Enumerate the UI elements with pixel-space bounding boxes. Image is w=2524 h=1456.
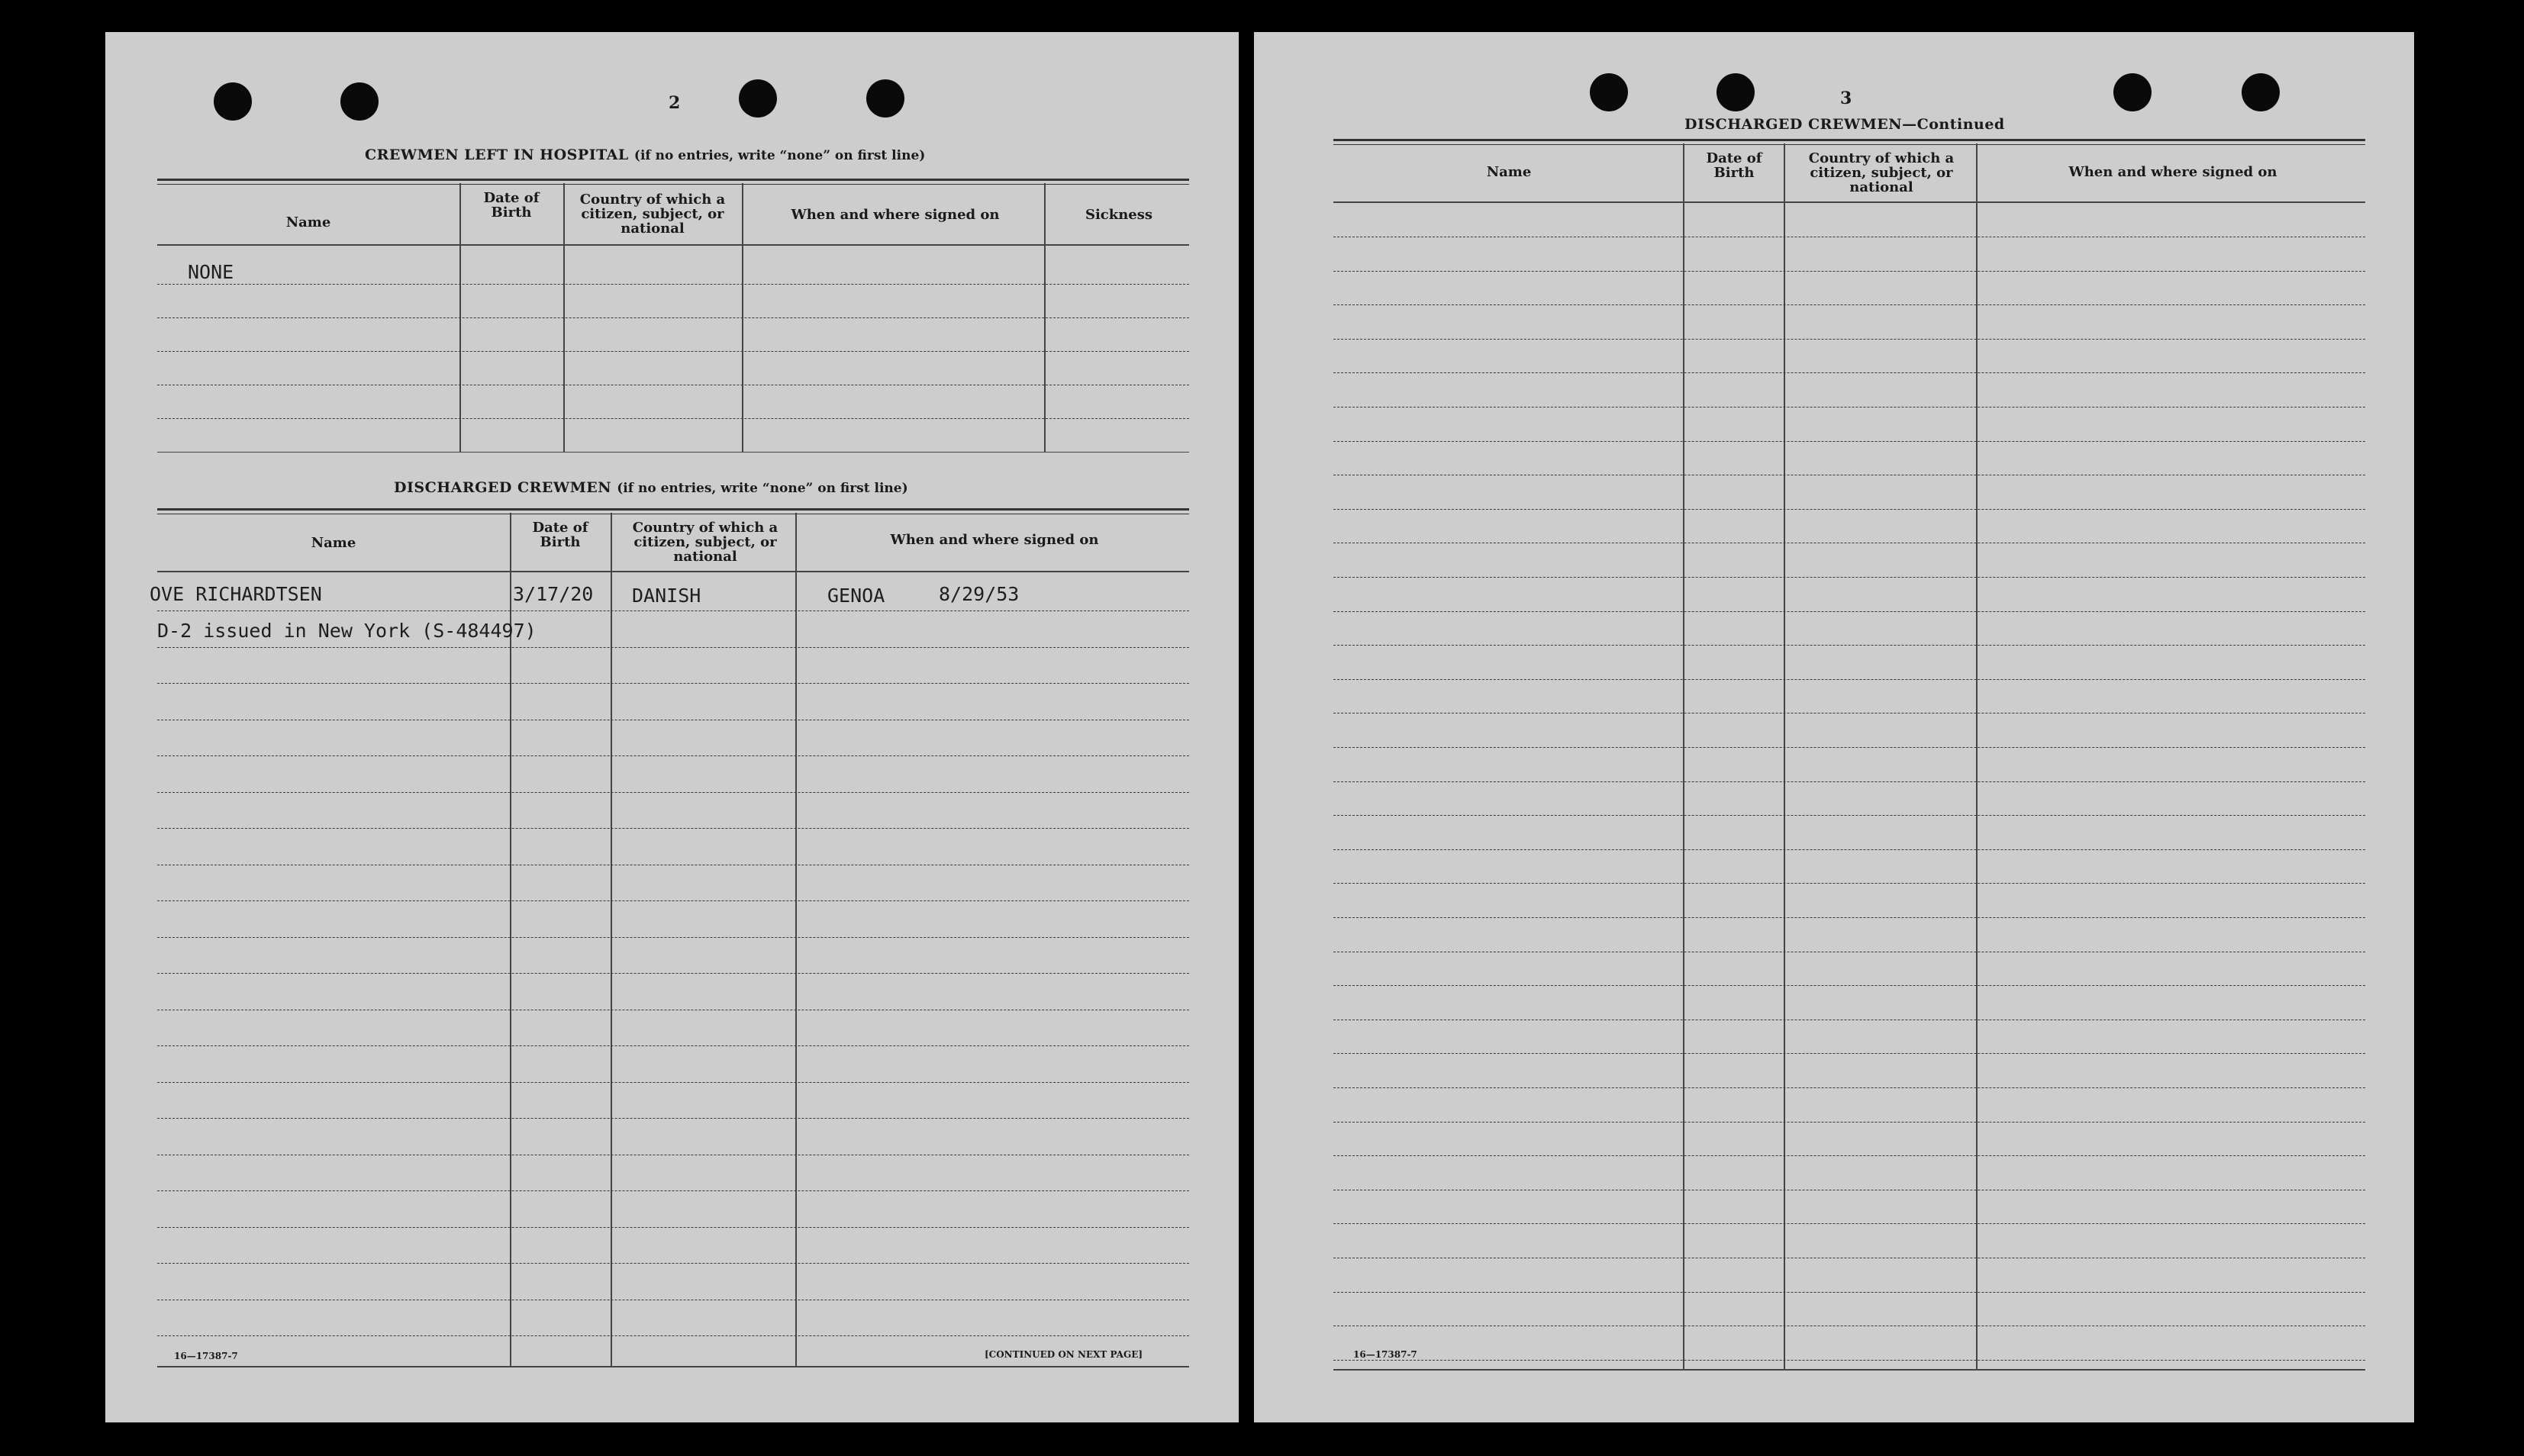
col-header-dob: Date of Birth xyxy=(532,520,588,550)
header-bottom-rule xyxy=(157,244,1189,246)
ruled-line xyxy=(1333,1292,2365,1293)
left-page xyxy=(105,32,1239,1422)
ruled-line xyxy=(157,1118,1189,1119)
form-number: 16—17387-7 xyxy=(1353,1349,1417,1360)
column-divider xyxy=(1976,143,1978,1369)
ruled-line xyxy=(1333,917,2365,918)
ruled-line xyxy=(1333,509,2365,510)
page-number: 3 xyxy=(1840,89,1852,108)
ruled-line xyxy=(157,828,1189,829)
column-divider xyxy=(611,513,612,1366)
ruled-line xyxy=(1333,372,2365,373)
col-header-country: Country of which a citizen, subject, or national xyxy=(632,520,778,565)
col-header-country: Country of which a citizen, subject, or national xyxy=(579,192,726,237)
col-header-when-where: When and where signed on xyxy=(791,207,1000,223)
ruled-line xyxy=(1333,441,2365,442)
section-bottom-rule xyxy=(1333,1369,2365,1371)
col-header-name: Name xyxy=(1486,164,1532,180)
column-divider xyxy=(1683,143,1684,1369)
ruled-line xyxy=(157,1263,1189,1264)
crewman-country: DANISH xyxy=(632,585,701,607)
section-bottom-rule xyxy=(157,452,1189,453)
punch-hole xyxy=(340,82,379,121)
ruled-line xyxy=(1333,849,2365,850)
discharged-form xyxy=(150,476,1189,1392)
hospital-title: CREWMEN LEFT IN HOSPITAL (if no entries, write “none” on first line) xyxy=(365,147,926,163)
ruled-line xyxy=(157,610,1189,611)
ruled-line xyxy=(157,973,1189,974)
ruled-line xyxy=(1333,985,2365,986)
ruled-line xyxy=(1333,815,2365,816)
header-top-rule xyxy=(157,179,1189,181)
ruled-line xyxy=(157,937,1189,938)
ruled-line xyxy=(1333,713,2365,714)
punch-hole xyxy=(739,79,777,118)
column-divider xyxy=(795,513,797,1366)
ruled-line xyxy=(157,284,1189,285)
ruled-line xyxy=(1333,747,2365,748)
continued-note: [CONTINUED ON NEXT PAGE] xyxy=(985,1349,1143,1360)
ruled-line xyxy=(157,1190,1189,1191)
ruled-line xyxy=(1333,611,2365,612)
signed-on-date: 8/29/53 xyxy=(939,583,1020,605)
punch-hole xyxy=(1590,73,1628,111)
crewman-name: OVE RICHARDTSEN xyxy=(150,583,322,605)
ruled-line xyxy=(157,792,1189,793)
ruled-line xyxy=(157,351,1189,352)
header-bottom-rule xyxy=(1333,201,2365,203)
col-header-country: Country of which a citizen, subject, or national xyxy=(1808,150,1955,195)
page-number: 2 xyxy=(669,93,681,113)
ruled-line xyxy=(1333,577,2365,578)
header-bottom-rule xyxy=(157,571,1189,572)
col-header-dob: Date of Birth xyxy=(1706,150,1762,181)
ruled-line xyxy=(1333,781,2365,782)
discharge-note: D-2 issued in New York (S-484497) xyxy=(157,620,537,642)
col-header-dob: Date of Birth xyxy=(483,190,540,221)
col-header-when-where: When and where signed on xyxy=(890,532,1099,548)
ruled-line xyxy=(157,1335,1189,1336)
ruled-line xyxy=(1333,1223,2365,1224)
ruled-line xyxy=(1333,1155,2365,1156)
header-top-rule xyxy=(1333,139,2365,141)
ruled-line xyxy=(1333,1087,2365,1088)
column-divider xyxy=(1784,143,1785,1369)
signed-on-place: GENOA xyxy=(827,585,885,607)
hospital-entry: NONE xyxy=(188,261,234,283)
discharged-title: DISCHARGED CREWMEN (if no entries, write “none” on first line) xyxy=(394,479,908,496)
ruled-line xyxy=(1333,679,2365,680)
header-top-rule xyxy=(157,508,1189,511)
ruled-line xyxy=(157,900,1189,901)
punch-hole xyxy=(214,82,252,121)
ruled-line xyxy=(1333,339,2365,340)
form-number: 16—17387-7 xyxy=(174,1351,238,1361)
col-header-name: Name xyxy=(285,214,331,230)
crewman-dob: 3/17/20 xyxy=(513,583,594,605)
continued-title: DISCHARGED CREWMEN—Continued xyxy=(1684,116,2005,133)
right-page xyxy=(1254,32,2414,1422)
punch-hole xyxy=(866,79,904,118)
ruled-line xyxy=(1333,1360,2365,1361)
ruled-line xyxy=(157,683,1189,684)
ruled-line xyxy=(1333,883,2365,884)
ruled-line xyxy=(1333,1053,2365,1054)
ruled-line xyxy=(157,755,1189,756)
punch-hole xyxy=(2242,73,2280,111)
ruled-line xyxy=(1333,645,2365,646)
punch-hole xyxy=(2113,73,2152,111)
ruled-line xyxy=(157,1227,1189,1228)
ruled-line xyxy=(157,1045,1189,1046)
col-header-name: Name xyxy=(311,535,356,551)
section-bottom-rule xyxy=(157,1366,1189,1367)
col-header-sickness: Sickness xyxy=(1085,207,1153,223)
ruled-line xyxy=(1333,271,2365,272)
col-header-when-where: When and where signed on xyxy=(2068,164,2277,180)
ruled-line xyxy=(157,1082,1189,1083)
discharged-continued-form xyxy=(1333,116,2365,1383)
punch-hole xyxy=(1717,73,1755,111)
ruled-line xyxy=(1333,304,2365,305)
hospital-form xyxy=(157,147,1189,467)
ruled-line xyxy=(157,418,1189,419)
ruled-line xyxy=(157,647,1189,648)
ruled-line xyxy=(157,317,1189,318)
ruled-line xyxy=(1333,1122,2365,1123)
